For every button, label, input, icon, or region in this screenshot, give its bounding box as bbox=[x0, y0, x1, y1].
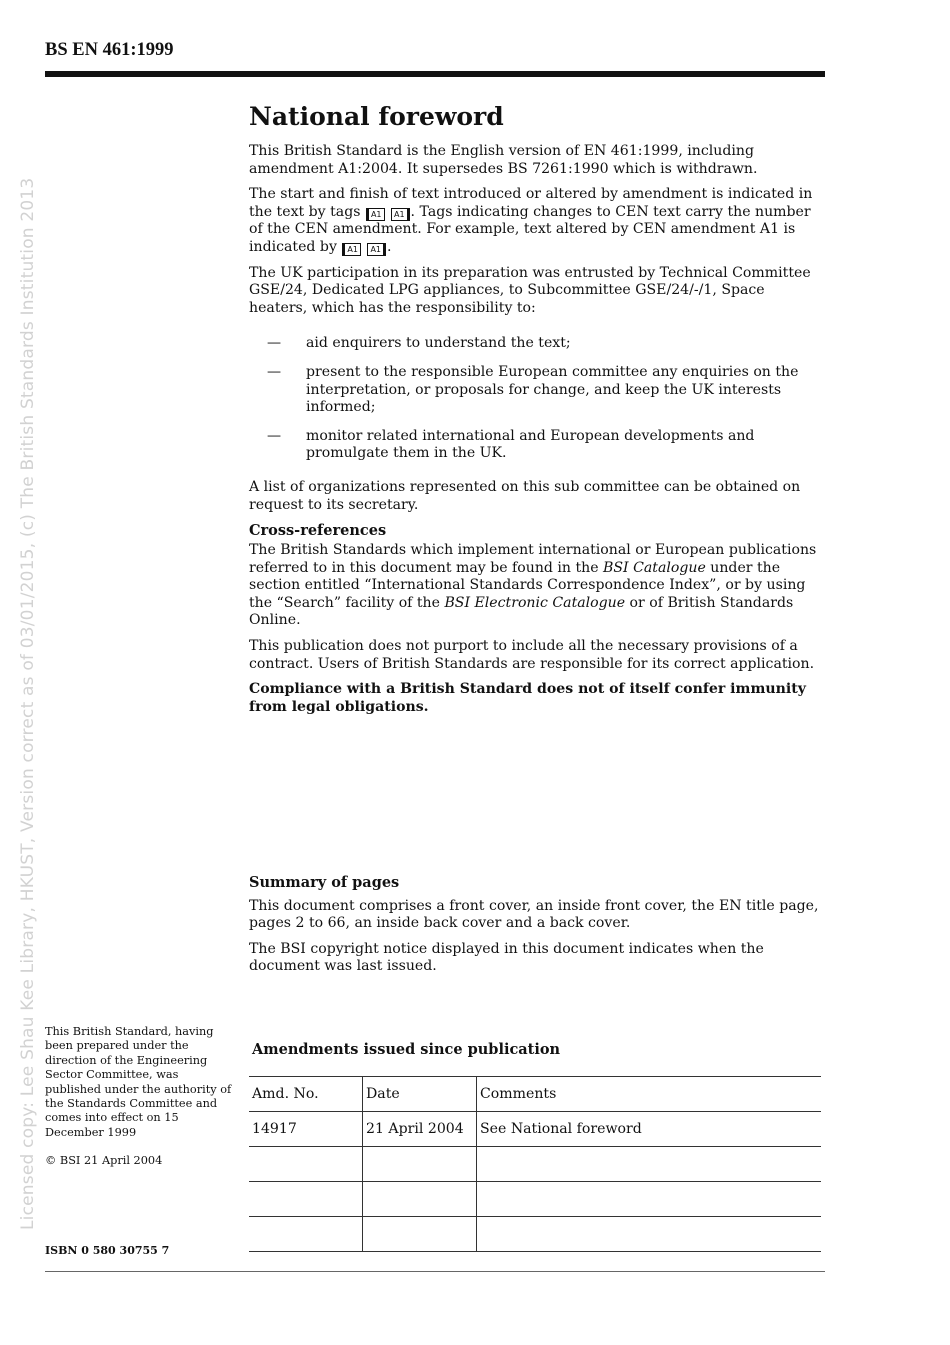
copyright-notice-paragraph: The BSI copyright notice displayed in this document indicates when the document was last issued. bbox=[249, 940, 764, 975]
license-watermark: Licensed copy: Lee Shau Kee Library, HKUST, Version correct as of 03/01/2015, (c) The British Standards Institution 2013 bbox=[18, 177, 38, 1230]
page-title: National foreword bbox=[249, 102, 504, 131]
cross-references-heading: Cross-references bbox=[249, 522, 387, 540]
amendment-end-tag-icon: A1 bbox=[367, 243, 386, 256]
amendments-title: Amendments issued since publication bbox=[252, 1041, 561, 1058]
organizations-paragraph: A list of organizations represented on this sub committee can be obtained on request to its secretary. bbox=[249, 478, 801, 513]
table-cell: See National foreword bbox=[477, 1112, 822, 1147]
column-header: Date bbox=[363, 1077, 477, 1112]
table-cell bbox=[249, 1217, 363, 1252]
isbn: ISBN 0 580 30755 7 bbox=[45, 1244, 170, 1257]
table-row bbox=[249, 1182, 821, 1217]
responsibility-list bbox=[249, 335, 827, 463]
list-item: — monitor related international and European developments and promulgate them in the UK. bbox=[267, 427, 755, 462]
publication-sidebar bbox=[45, 1025, 235, 1169]
table-row bbox=[249, 1217, 821, 1252]
table-cell: 21 April 2004 bbox=[363, 1112, 477, 1147]
amendment-end-tag-icon: A1 bbox=[391, 208, 410, 221]
table-cell: 14917 bbox=[249, 1112, 363, 1147]
table-row bbox=[249, 1112, 821, 1147]
document-id: BS EN 461:1999 bbox=[45, 40, 174, 60]
compliance-statement: Compliance with a British Standard does not of itself confer immunity from legal obligations. bbox=[249, 681, 806, 715]
summary-of-pages bbox=[249, 874, 827, 984]
summary-paragraph: This document comprises a front cover, an inside front cover, the EN title page, pages 2 to 66, an inside back cover and a back cover. bbox=[249, 897, 819, 932]
summary-heading: Summary of pages bbox=[249, 874, 400, 891]
publication-note: This British Standard, having been prepared under the direction of the Engineering Sector Committee, was published under the authority of the Standards Committee and comes into effect on 15 December 1999 bbox=[45, 1025, 232, 1139]
cross-references-paragraph: The British Standards which implement international or European publications referred to in this document may be found in the BSI Catalogue under the section entitled “International Standards Correspondence Index”, or by using the “Search” facility of the BSI Electronic Catalogue or of British Standards Online. bbox=[249, 542, 817, 629]
copyright-line: © BSI 21 April 2004 bbox=[45, 1154, 163, 1168]
amendments-table bbox=[249, 1076, 821, 1252]
table-cell bbox=[363, 1182, 477, 1217]
intro-paragraph: This British Standard is the English version of EN 461:1999, including amendment A1:2004. It supersedes BS 7261:1990 which is withdrawn. bbox=[249, 143, 758, 177]
committee-paragraph: The UK participation in its preparation was entrusted by Technical Committee GSE/24, Dedicated LPG appliances, to Subcommittee GSE/24/-/1, Space heaters, which has the responsibility to: bbox=[249, 264, 811, 316]
footer-rule bbox=[45, 1271, 825, 1272]
table-header-row bbox=[249, 1077, 821, 1112]
amendment-start-tag-icon: A1 bbox=[366, 208, 385, 221]
provisions-paragraph: This publication does not purport to include all the necessary provisions of a contract. Users of British Standards are responsible for its correct application. bbox=[249, 638, 815, 672]
table-cell bbox=[477, 1217, 822, 1252]
table-cell bbox=[363, 1147, 477, 1182]
national-foreword bbox=[249, 100, 827, 724]
table-cell bbox=[249, 1182, 363, 1217]
table-row bbox=[249, 1147, 821, 1182]
table-cell bbox=[363, 1217, 477, 1252]
column-header: Comments bbox=[477, 1077, 822, 1112]
table-cell bbox=[249, 1147, 363, 1182]
column-header: Amd. No. bbox=[249, 1077, 363, 1112]
list-item: — aid enquirers to understand the text; bbox=[267, 335, 571, 352]
table-cell bbox=[477, 1147, 822, 1182]
list-item: — present to the responsible European committee any enquiries on the interpretation, or proposals for change, and keep the UK interests informed; bbox=[267, 363, 799, 416]
amendment-start-tag-icon: A1 bbox=[342, 243, 361, 256]
table-cell bbox=[477, 1182, 822, 1217]
amendment-tags-paragraph: The start and finish of text introduced or altered by amendment is indicated in the text by tags A1 A1 . Tags indicating changes to CEN text carry the number of the CEN amendment. For example, text altered by CEN amendment A1 is indicated by A1 A1 . bbox=[249, 186, 813, 255]
header-rule bbox=[45, 71, 825, 77]
